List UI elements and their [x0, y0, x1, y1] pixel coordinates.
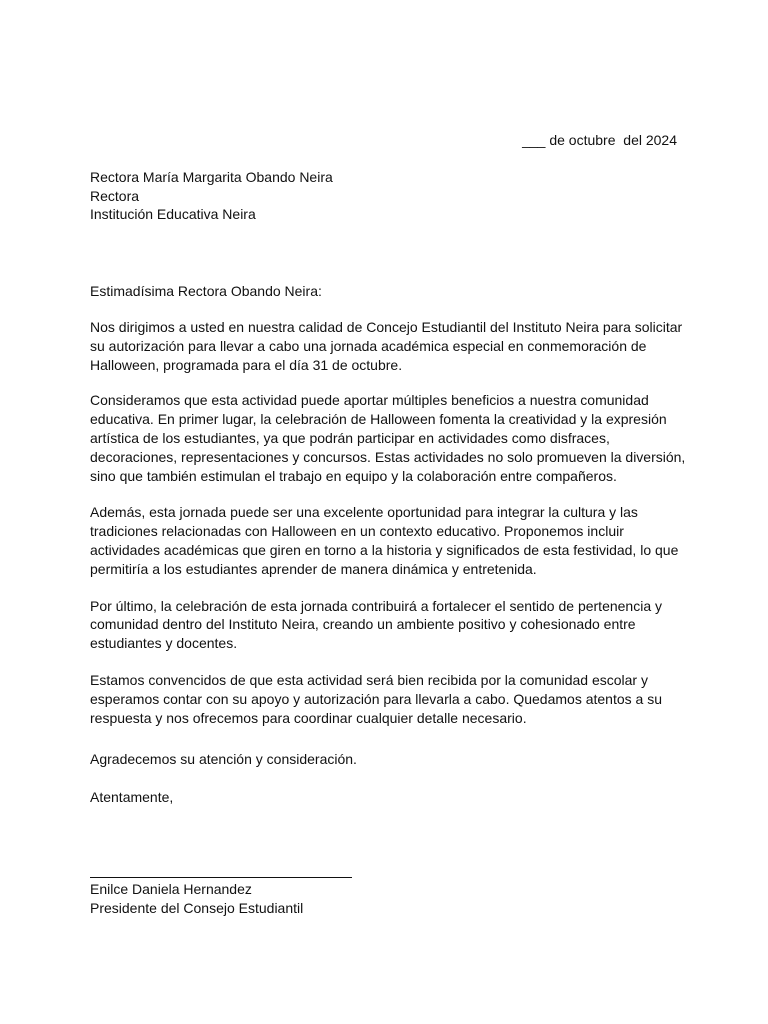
signature-line [90, 877, 352, 878]
signer-block [90, 880, 303, 917]
recipient-title: Rectora [90, 187, 140, 204]
recipient-institution: Institución Educativa Neira [90, 206, 256, 222]
letter-body [90, 318, 690, 745]
recipient-name: Rectora María Margarita Obando Neira [90, 169, 333, 185]
body-paragraph-3: Además, esta jornada puede ser una excelente oportunidad para integrar la cultura y las tradiciones relacionadas con Halloween en un contexto educativo. Proponemos incluir actividades académicas que giren en torno a la historia y significados de esta festividad, lo que permitiría a los estudiantes aprender de manera dinámica y entretenida. [90, 504, 679, 577]
letter-closing: Agradecemos su atención y consideración. [90, 751, 357, 767]
letter-date: ___ de octubre del 2024 [522, 132, 677, 148]
body-paragraph-2: Consideramos que esta actividad puede aportar múltiples beneficios a nuestra comunidad educativa. En primer lugar, la celebración de Halloween fomenta la creatividad y la expresión artística de los estudiantes, ya que podrán participar en actividades como disfraces, decoraciones, representaciones y concursos. Estas actividades no solo promueven la diversión, sino que también estimulan el trabajo en equipo y la colaboración entre compañeros. [90, 392, 686, 484]
body-paragraph-4: Por último, la celebración de esta jornada contribuirá a fortalecer el sentido de pertenencia y comunidad dentro del Instituto Neira, creando un ambiente positivo y cohesionado entre estudiantes y docentes. [90, 597, 662, 652]
letter-farewell: Atentamente, [90, 789, 174, 805]
body-paragraph-1: Nos dirigimos a usted en nuestra calidad de Concejo Estudiantil del Instituto Neira para solicitar su autorización para llevar a cabo una jornada académica especial en conmemoración de Halloween, programada para el día 31 de octubre. [90, 319, 683, 373]
recipient-block [90, 168, 333, 224]
signer-name: Enilce Daniela Hernandez [90, 881, 252, 897]
signer-role: Presidente del Consejo Estudiantil [90, 899, 304, 916]
body-paragraph-5: Estamos convencidos de que esta actividad será bien recibida por la comunidad escolar y esperamos contar con su apoyo y autorización para llevarla a cabo. Quedamos atentos a su respuesta y nos ofrecemos para coordinar cualquier detalle necesario. [90, 671, 662, 726]
letter-greeting: Estimadísima Rectora Obando Neira: [90, 283, 322, 299]
